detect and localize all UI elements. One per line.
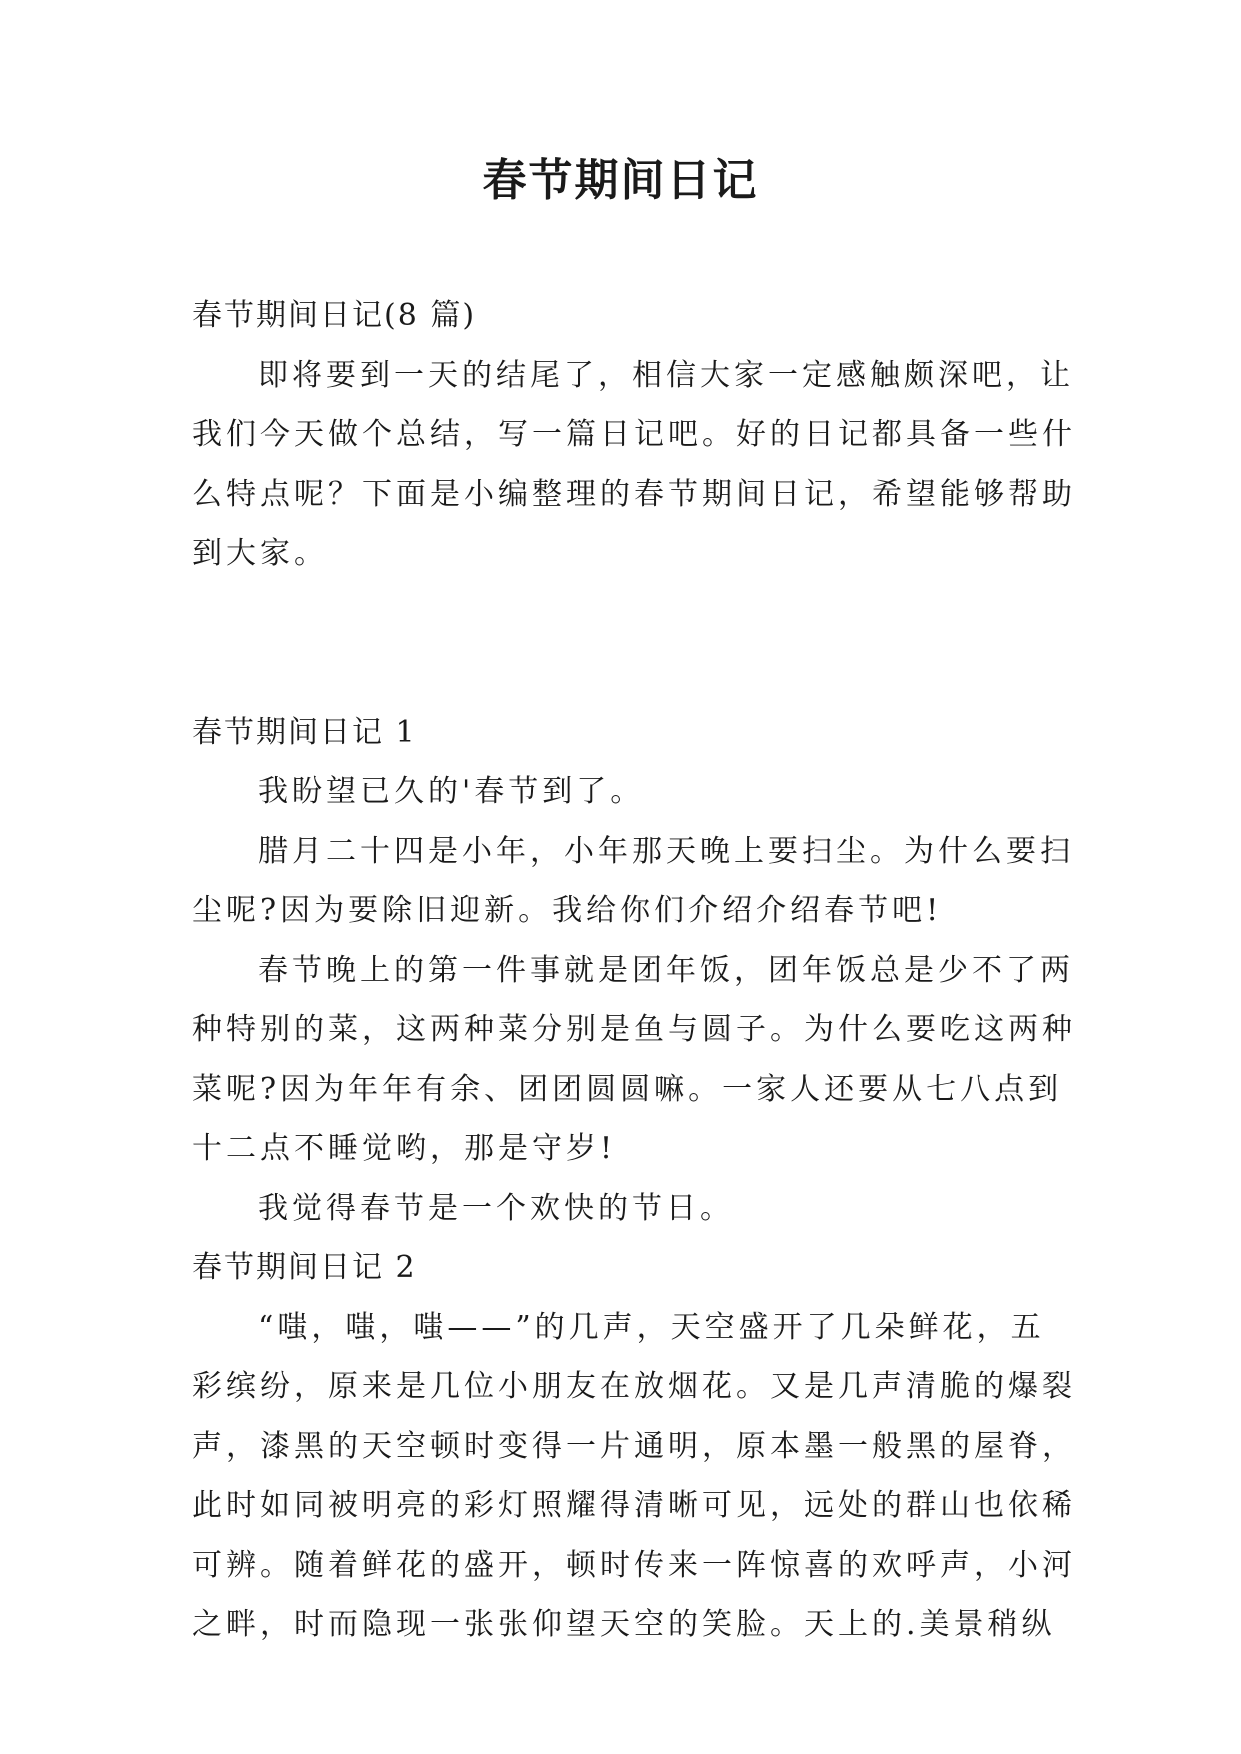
diary-2-line: 此时如同被明亮的彩灯照耀得清晰可见，远处的群山也依稀 (192, 1488, 1076, 1523)
document-body (192, 286, 1076, 1655)
diary-1-line: 十二点不睡觉哟，那是守岁! (192, 1131, 617, 1166)
diary-1-heading: 春节期间日记 1 (192, 714, 417, 750)
diary-2-line: 可辨。随着鲜花的盛开，顿时传来一阵惊喜的欢呼声，小河 (192, 1547, 1076, 1583)
diary-1-line: 尘呢?因为要除旧迎新。我给你们介绍介绍春节吧! (192, 893, 943, 928)
diary-2-line: “嗤，嗤，嗤——”的几声，天空盛开了几朵鲜花，五 (258, 1309, 1045, 1345)
document-title: 春节期间日记 (482, 155, 759, 206)
diary-1-line: 腊月二十四是小年，小年那天晚上要扫尘。为什么要扫 (258, 833, 1074, 869)
section-spacer (192, 584, 1060, 703)
intro-line: 即将要到一天的结尾了，相信大家一定感触颇深吧，让 (258, 357, 1074, 393)
diary-1-line: 菜呢?因为年年有余、团团圆圆嘛。一家人还要从七八点到 (192, 1071, 1063, 1107)
diary-1-line: 春节晚上的第一件事就是团年饭，团年饭总是少不了两 (258, 952, 1074, 988)
intro-line: 我们今天做个总结，写一篇日记吧。好的日记都具备一些什 (192, 417, 1076, 452)
diary-2-line: 之畔，时而隐现一张张仰望天空的笑脸。天上的.美景稍纵 (192, 1607, 1056, 1642)
diary-2-line: 彩缤纷，原来是几位小朋友在放烟花。又是几声清脆的爆裂 (192, 1369, 1076, 1404)
document-subtitle: 春节期间日记(8 篇) (192, 298, 477, 333)
intro-line: 么特点呢？下面是小编整理的春节期间日记，希望能够帮助 (192, 476, 1076, 512)
diary-2-heading: 春节期间日记 2 (192, 1250, 417, 1285)
diary-1-line: 种特别的菜，这两种菜分别是鱼与圆子。为什么要吃这两种 (192, 1012, 1076, 1047)
diary-1-line: 我盼望已久的'春节到了。 (258, 774, 645, 809)
intro-line: 到大家。 (192, 536, 328, 571)
diary-2-line: 声，漆黑的天空顿时变得一片通明，原本墨一般黑的屋脊， (192, 1428, 1076, 1464)
diary-1-line: 我觉得春节是一个欢快的节日。 (258, 1190, 734, 1226)
